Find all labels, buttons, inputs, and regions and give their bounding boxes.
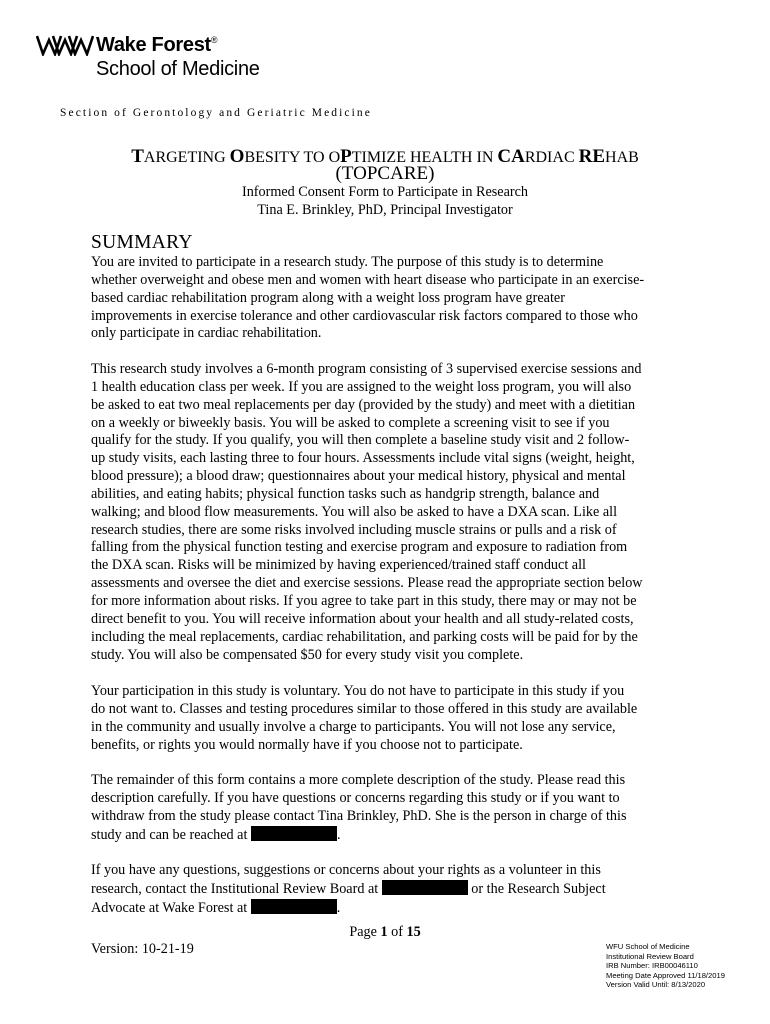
redacted-phone	[251, 899, 337, 914]
text-line: Advocate at Wake Forest at .	[91, 899, 341, 916]
text-line: qualify for the study. If you qualify, you will then complete a baseline study visit and 2 follow-	[91, 432, 630, 449]
text-line: in the community and usually involve a charge to participants. You will not lose any service,	[91, 718, 616, 735]
study-acronym: (TOPCARE)	[335, 163, 435, 184]
form-subtitle: Informed Consent Form to Participate in Research	[241, 184, 529, 200]
paragraph-voluntary	[91, 683, 691, 754]
text-line: research studies, there are some risks involved including muscle strains or pulls and a risk of	[91, 521, 617, 538]
text-line: withdraw from the study please contact Tina Brinkley, PhD. She is the person in charge of this	[91, 807, 627, 824]
wake-forest-logo-icon	[36, 34, 94, 56]
text-line: for more information about risks. If you agree to take part in this study, there may or may not be	[91, 592, 637, 609]
paragraph-irb-contact	[91, 862, 691, 918]
text-line: on a weekly or biweekly basis. You will be asked to complete a screening visit to see if you	[91, 414, 610, 431]
text-line: be asked to eat two meal replacements per day (provided by the study) and meet with a dietitian	[91, 396, 636, 413]
irb-line: WFU School of Medicine	[606, 942, 690, 951]
irb-line: Meeting Date Approved 11/18/2019	[606, 970, 725, 980]
summary-heading: SUMMARY	[91, 232, 193, 253]
text-line: assessments and oversee the diet and exercise sessions. Please read the appropriate section below	[91, 575, 643, 592]
redacted-phone	[382, 880, 468, 895]
text-line: whether overweight and obese men and women with heart disease who participate in an exercise-	[91, 271, 645, 288]
text-line: benefits, or rights you would normally have if you choose not to participate.	[91, 736, 523, 753]
irb-approval-stamp	[606, 942, 725, 990]
text-line: blood pressure); a blood draw; questionnaires about your medical history, physical and mental	[91, 468, 626, 485]
text-line: direct benefit to you. You will receive information about your health and all study-related costs,	[91, 610, 634, 627]
text-line: study. You will also be compensated $50 for every study visit you complete.	[91, 646, 524, 663]
logo-wordmark: Wake Forest®	[96, 34, 218, 56]
text-line: abilities, and eating habits; physical function tasks such as handgrip strength, balance and	[91, 485, 600, 502]
page-number: Page 1 of 15	[349, 924, 421, 940]
text-line: research, contact the Institutional Review Board at or the Research Subject	[91, 880, 606, 897]
paragraph-contact	[91, 772, 691, 844]
irb-line: Institutional Review Board	[606, 951, 694, 961]
text-line: 1 health education class per week. If you are assigned to the weight loss program, you will also	[91, 378, 632, 395]
irb-line: IRB Number: IRB00046110	[606, 961, 698, 971]
irb-line: Version Valid Until: 8/13/2020	[606, 980, 706, 990]
principal-investigator: Tina E. Brinkley, PhD, Principal Investigator	[257, 202, 513, 218]
text-line: This research study involves a 6-month program consisting of 3 supervised exercise sessions and	[91, 361, 642, 377]
text-line: You are invited to participate in a research study. The purpose of this study is to determine	[91, 254, 604, 270]
paragraph-procedures	[91, 361, 691, 664]
text-line: only participate in cardiac rehabilitation.	[91, 325, 322, 342]
version-label: Version: 10-21-19	[91, 941, 194, 957]
text-line: walking; and blood flow measurements. You will also be asked to have a DXA scan. Like all	[91, 503, 618, 520]
text-line: based cardiac rehabilitation program along with a weight loss program have greater	[91, 289, 565, 306]
text-line: study and can be reached at .	[91, 826, 341, 843]
text-line: improvements in exercise tolerance and other cardiovascular risk factors compared to those who	[91, 307, 638, 324]
text-line: do not want to. Classes and testing procedures similar to those offered in this study are available	[91, 700, 638, 717]
text-line: up study visits, each lasting three to four hours. Assessments include vital signs (weight, height,	[91, 450, 635, 467]
paragraph-purpose	[91, 254, 691, 343]
text-line: If you have any questions, suggestions or concerns about your rights as a volunteer in this	[91, 862, 601, 878]
text-line: falling from the physical function testing and exercise program and exposure to radiation from	[91, 539, 628, 556]
redacted-phone	[251, 826, 337, 841]
text-line: the DXA scan. Risks will be minimized by having experienced/trained staff conduct all	[91, 557, 586, 574]
section-name: Section of Gerontology and Geriatric Medicine	[60, 107, 372, 119]
text-line: The remainder of this form contains a more complete description of the study. Please read this	[91, 772, 626, 788]
text-line: Your participation in this study is voluntary. You do not have to participate in this study if you	[91, 683, 625, 699]
text-line: including the meal replacements, cardiac rehabilitation, and parking costs will be paid for by the	[91, 628, 638, 645]
logo-subtitle: School of Medicine	[96, 58, 260, 80]
study-title: TARGETING OBESITY TO OPTIMIZE HEALTH IN CARDIAC REHAB	[131, 146, 639, 167]
text-line: description carefully. If you have questions or concerns regarding this study or if you want to	[91, 789, 620, 806]
